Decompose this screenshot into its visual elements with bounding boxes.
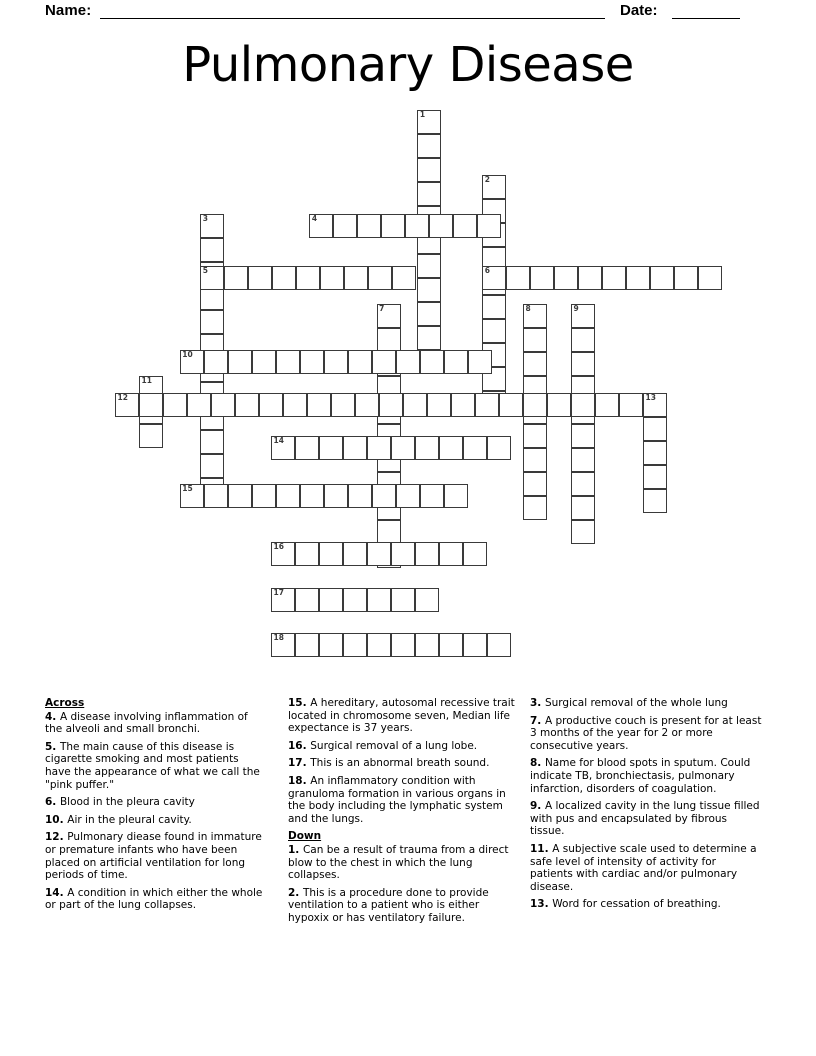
crossword-cell[interactable]: [300, 484, 324, 508]
clue-text: Air in the pleural cavity.: [67, 813, 192, 826]
clue-number: 18.: [288, 774, 311, 787]
crossword-cell[interactable]: [463, 542, 487, 566]
clue-item: [288, 887, 516, 925]
crossword-cell[interactable]: [319, 436, 343, 460]
crossword-cell[interactable]: [204, 350, 228, 374]
crossword-cell[interactable]: [333, 214, 357, 238]
crossword-cell[interactable]: [320, 266, 344, 290]
crossword-cell[interactable]: [396, 484, 420, 508]
crossword-cell[interactable]: [391, 588, 415, 612]
clue-number: 2.: [288, 886, 303, 899]
clue-number: 14.: [45, 886, 68, 899]
crossword-cell[interactable]: [571, 520, 595, 544]
clue-text: Name for blood spots in sputum. Could indicate TB, bronchiectasis, pulmonary infarction, disorders of coagulation.: [530, 757, 751, 795]
crossword-cell[interactable]: [271, 633, 295, 657]
crossword-cell[interactable]: [674, 266, 698, 290]
clue-text: A localized cavity in the lung tissue filled with pus and encapsulated by fibrous tissue.: [530, 800, 760, 838]
crossword-cell[interactable]: [372, 484, 396, 508]
clue-number: 17.: [288, 757, 311, 770]
clue-text: An inflammatory condition with granuloma formation in various organs in the body including the lymphatic system and the lungs.: [288, 774, 506, 825]
crossword-cell[interactable]: [547, 393, 571, 417]
crossword-cell[interactable]: [417, 254, 441, 278]
clue-item: [288, 697, 516, 735]
cell-number: 15: [182, 484, 193, 494]
crossword-cell[interactable]: [415, 436, 439, 460]
crossword-cell[interactable]: [439, 436, 463, 460]
clue-number: 10.: [45, 813, 68, 826]
crossword-cell[interactable]: [698, 266, 722, 290]
crossword-cell[interactable]: [259, 393, 283, 417]
cell-number: 18: [273, 633, 284, 643]
cell-number: 16: [273, 542, 284, 551]
crossword-cell[interactable]: [482, 319, 506, 343]
crossword-cell[interactable]: [523, 352, 547, 376]
crossword-cell[interactable]: [276, 484, 300, 508]
crossword-cell[interactable]: [444, 484, 468, 508]
crossword-cell[interactable]: [271, 588, 295, 612]
crossword-cell[interactable]: [482, 175, 506, 199]
crossword-cell[interactable]: [180, 484, 204, 508]
clue-text: This is a procedure done to provide ventilation to a patient who is either hypoxix or has ventilatory failure.: [288, 886, 489, 924]
crossword-cell[interactable]: [554, 266, 578, 290]
clue-number: 9.: [530, 800, 545, 813]
crossword-cell[interactable]: [368, 266, 392, 290]
crossword-cell[interactable]: [272, 266, 296, 290]
crossword-cell[interactable]: [420, 484, 444, 508]
clue-text: This is an abnormal breath sound.: [310, 757, 490, 770]
clue-number: 4.: [45, 710, 60, 723]
crossword-cell[interactable]: [643, 465, 667, 489]
crossword-cell[interactable]: [344, 266, 368, 290]
crossword-cell[interactable]: [228, 350, 252, 374]
clue-column-1: [45, 697, 267, 917]
crossword-cell[interactable]: [571, 472, 595, 496]
crossword-cell[interactable]: [506, 266, 530, 290]
crossword-cell[interactable]: [530, 266, 554, 290]
crossword-cell[interactable]: [276, 350, 300, 374]
crossword-cell[interactable]: [523, 304, 547, 328]
crossword-cell[interactable]: [343, 436, 367, 460]
clue-number: 13.: [530, 898, 553, 911]
crossword-cell[interactable]: [319, 542, 343, 566]
crossword-cell[interactable]: [578, 266, 602, 290]
crossword-cell[interactable]: [451, 393, 475, 417]
crossword-cell[interactable]: [571, 393, 595, 417]
clue-text: The main cause of this disease is cigarette smoking and most patients have the appearance of what we call the "pink puffer.": [45, 740, 260, 791]
clue-text: Can be a result of trauma from a direct blow to the chest in which the lung collapses.: [288, 843, 509, 882]
crossword-cell[interactable]: [200, 454, 224, 478]
crossword-cell[interactable]: [417, 158, 441, 182]
crossword-cell[interactable]: [523, 393, 547, 417]
cell-number: 4: [311, 214, 318, 224]
crossword-cell[interactable]: [115, 393, 139, 417]
crossword-cell[interactable]: [319, 588, 343, 612]
clue-item: [45, 887, 267, 912]
crossword-cell[interactable]: [355, 393, 379, 417]
clue-number: 11.: [530, 842, 553, 855]
crossword-cell[interactable]: [391, 436, 415, 460]
crossword-cell[interactable]: [180, 350, 204, 374]
crossword-cell[interactable]: [439, 542, 463, 566]
crossword-cell[interactable]: [463, 633, 487, 657]
crossword-cell[interactable]: [252, 484, 276, 508]
crossword-cell[interactable]: [499, 393, 523, 417]
clue-item: [45, 831, 267, 881]
name-label: Name:: [45, 2, 92, 19]
clue-number: 1.: [288, 843, 303, 856]
clue-item: [530, 697, 762, 710]
crossword-cell[interactable]: [571, 424, 595, 448]
crossword-cell[interactable]: [444, 350, 468, 374]
cell-number: 8: [525, 304, 531, 314]
crossword-cell[interactable]: [200, 238, 224, 262]
crossword-cell[interactable]: [309, 214, 333, 238]
cell-number: 2: [484, 174, 490, 184]
crossword-cell[interactable]: [377, 328, 401, 352]
page-title: Pulmonary Disease: [182, 37, 634, 93]
clue-text: A hereditary, autosomal recessive trait located in chromosome seven, Median life expectance is 37 years.: [288, 697, 515, 735]
clue-item: [288, 757, 516, 770]
clue-text: Surgical removal of the whole lung: [544, 697, 728, 709]
crossword-cell[interactable]: [571, 448, 595, 472]
crossword-cell[interactable]: [324, 350, 348, 374]
crossword-cell[interactable]: [453, 214, 477, 238]
clue-item: [530, 843, 762, 893]
cell-number: 12: [117, 393, 128, 403]
crossword-cell[interactable]: [295, 542, 319, 566]
crossword-cell[interactable]: [650, 266, 674, 290]
crossword-cell[interactable]: [482, 295, 506, 319]
crossword-cell[interactable]: [417, 302, 441, 326]
crossword-cell[interactable]: [475, 393, 499, 417]
crossword-cell[interactable]: [200, 430, 224, 454]
crossword-cell[interactable]: [487, 633, 511, 657]
crossword-cell[interactable]: [595, 393, 619, 417]
down-heading: Down: [288, 830, 322, 843]
crossword-cell[interactable]: [602, 266, 626, 290]
crossword-cell[interactable]: [392, 266, 416, 290]
clue-item: [530, 898, 762, 911]
crossword-cell[interactable]: [405, 214, 429, 238]
crossword-cell[interactable]: [571, 328, 595, 352]
clue-number: 3.: [530, 697, 545, 709]
crossword-cell[interactable]: [348, 350, 372, 374]
clue-text: Blood in the pleura cavity: [59, 796, 195, 809]
crossword-cell[interactable]: [377, 520, 401, 544]
crossword-cell[interactable]: [391, 542, 415, 566]
crossword-cell[interactable]: [271, 436, 295, 460]
crossword-cell[interactable]: [187, 393, 211, 417]
crossword-cell[interactable]: [643, 441, 667, 465]
cell-number: 1: [419, 110, 426, 119]
crossword-cell[interactable]: [252, 350, 276, 374]
cell-number: 9: [573, 304, 579, 314]
crossword-cell[interactable]: [523, 328, 547, 352]
crossword-cell[interactable]: [381, 214, 405, 238]
crossword-cell[interactable]: [331, 393, 355, 417]
clue-column-2: [288, 697, 516, 930]
cell-number: 3: [202, 214, 208, 224]
crossword-cell[interactable]: [643, 393, 667, 417]
clue-item: [45, 741, 267, 791]
crossword-cell[interactable]: [439, 633, 463, 657]
clue-item: [530, 715, 762, 753]
crossword-cell[interactable]: [523, 496, 547, 520]
cell-number: 10: [182, 350, 193, 359]
cell-number: 6: [484, 266, 490, 275]
crossword-cell[interactable]: [463, 436, 487, 460]
crossword-cell[interactable]: [163, 393, 187, 417]
clue-number: 7.: [530, 714, 545, 727]
crossword-cell[interactable]: [295, 633, 319, 657]
clue-number: 15.: [288, 697, 311, 709]
crossword-cell[interactable]: [283, 393, 307, 417]
clue-number: 5.: [45, 740, 60, 753]
clue-number: 16.: [288, 739, 311, 752]
cell-number: 11: [141, 376, 152, 386]
clue-text: A subjective scale used to determine a safe level of intensity of activity for patients with cardiac and/or pulmonary disease.: [530, 842, 757, 893]
clue-number: 6.: [45, 796, 60, 809]
crossword-cell[interactable]: [367, 588, 391, 612]
crossword-cell[interactable]: [379, 393, 403, 417]
clue-item: [530, 800, 762, 838]
cell-number: 17: [273, 587, 284, 597]
crossword-cell[interactable]: [200, 214, 224, 238]
crossword-cell[interactable]: [420, 350, 444, 374]
crossword-cell[interactable]: [417, 278, 441, 302]
crossword-cell[interactable]: [200, 310, 224, 334]
crossword-cell[interactable]: [626, 266, 650, 290]
crossword-cell[interactable]: [235, 393, 259, 417]
clue-item: [45, 814, 267, 827]
crossword-cell[interactable]: [487, 436, 511, 460]
crossword-cell[interactable]: [571, 304, 595, 328]
crossword-cell[interactable]: [200, 266, 224, 290]
crossword-cell[interactable]: [367, 436, 391, 460]
clue-item: [530, 757, 762, 795]
crossword-cell[interactable]: [357, 214, 381, 238]
crossword-cell[interactable]: [211, 393, 235, 417]
clue-item: [288, 775, 516, 825]
crossword-cell[interactable]: [296, 266, 320, 290]
clue-item: [288, 844, 516, 882]
crossword-cell[interactable]: [415, 542, 439, 566]
crossword-cell[interactable]: [523, 472, 547, 496]
crossword-cell[interactable]: [367, 542, 391, 566]
crossword-cell[interactable]: [417, 110, 441, 134]
crossword-cell[interactable]: [619, 393, 643, 417]
crossword-cell[interactable]: [468, 350, 492, 374]
crossword-cell[interactable]: [224, 266, 248, 290]
crossword-cell[interactable]: [396, 350, 420, 374]
clue-text: A productive couch is present for at least 3 months of the year for 2 or more consecutive years.: [530, 714, 762, 752]
crossword-cell[interactable]: [324, 484, 348, 508]
crossword-cell[interactable]: [571, 496, 595, 520]
crossword-cell[interactable]: [417, 326, 441, 350]
crossword-cell[interactable]: [343, 633, 367, 657]
crossword-cell[interactable]: [417, 182, 441, 206]
crossword-cell[interactable]: [429, 214, 453, 238]
crossword-cell[interactable]: [427, 393, 451, 417]
clue-text: A condition in which either the whole or part of the lung collapses.: [45, 886, 263, 912]
crossword-cell[interactable]: [643, 489, 667, 513]
crossword-cell[interactable]: [403, 393, 427, 417]
clue-column-3: [530, 697, 762, 916]
date-label: Date:: [620, 2, 658, 19]
clue-item: [45, 711, 267, 736]
crossword-cell[interactable]: [228, 484, 252, 508]
cell-number: 13: [645, 393, 656, 403]
crossword-cell[interactable]: [415, 633, 439, 657]
crossword-cell[interactable]: [343, 588, 367, 612]
cell-number: 7: [379, 304, 385, 314]
clue-text: A disease involving inflammation of the alveoli and small bronchi.: [45, 710, 248, 736]
clue-text: Word for cessation of breathing.: [552, 898, 721, 911]
crossword-cell[interactable]: [204, 484, 228, 508]
clue-item: [288, 740, 516, 753]
crossword-cell[interactable]: [139, 393, 163, 417]
clue-list: [0, 697, 816, 947]
crossword-cell[interactable]: [377, 304, 401, 328]
crossword-cell[interactable]: [415, 588, 439, 612]
crossword-cell[interactable]: [372, 350, 396, 374]
crossword-cell[interactable]: [523, 424, 547, 448]
crossword-cell[interactable]: [248, 266, 272, 290]
clue-item: [45, 796, 267, 809]
crossword-cell[interactable]: [348, 484, 372, 508]
crossword-cell[interactable]: [307, 393, 331, 417]
crossword-cell[interactable]: [367, 633, 391, 657]
clue-number: 12.: [45, 831, 68, 844]
clue-text: Pulmonary diease found in immature or premature infants who have been placed on artificial ventilation for long periods of time.: [45, 831, 262, 882]
clue-text: Surgical removal of a lung lobe.: [310, 739, 478, 752]
crossword-cell[interactable]: [319, 633, 343, 657]
crossword-cell[interactable]: [139, 424, 163, 448]
crossword-cell[interactable]: [643, 417, 667, 441]
cell-number: 14: [273, 436, 284, 446]
crossword-cell[interactable]: [571, 352, 595, 376]
crossword-cell[interactable]: [391, 633, 415, 657]
cell-number: 5: [202, 266, 208, 275]
crossword-cell[interactable]: [477, 214, 501, 238]
crossword-cell[interactable]: [271, 542, 295, 566]
crossword-cell[interactable]: [482, 266, 506, 290]
crossword-cell[interactable]: [300, 350, 324, 374]
crossword-cell[interactable]: [523, 448, 547, 472]
across-heading: Across: [45, 697, 85, 709]
crossword-cell[interactable]: [417, 134, 441, 158]
crossword-cell[interactable]: [295, 588, 319, 612]
crossword-cell[interactable]: [343, 542, 367, 566]
crossword-cell[interactable]: [295, 436, 319, 460]
clue-number: 8.: [530, 757, 545, 770]
